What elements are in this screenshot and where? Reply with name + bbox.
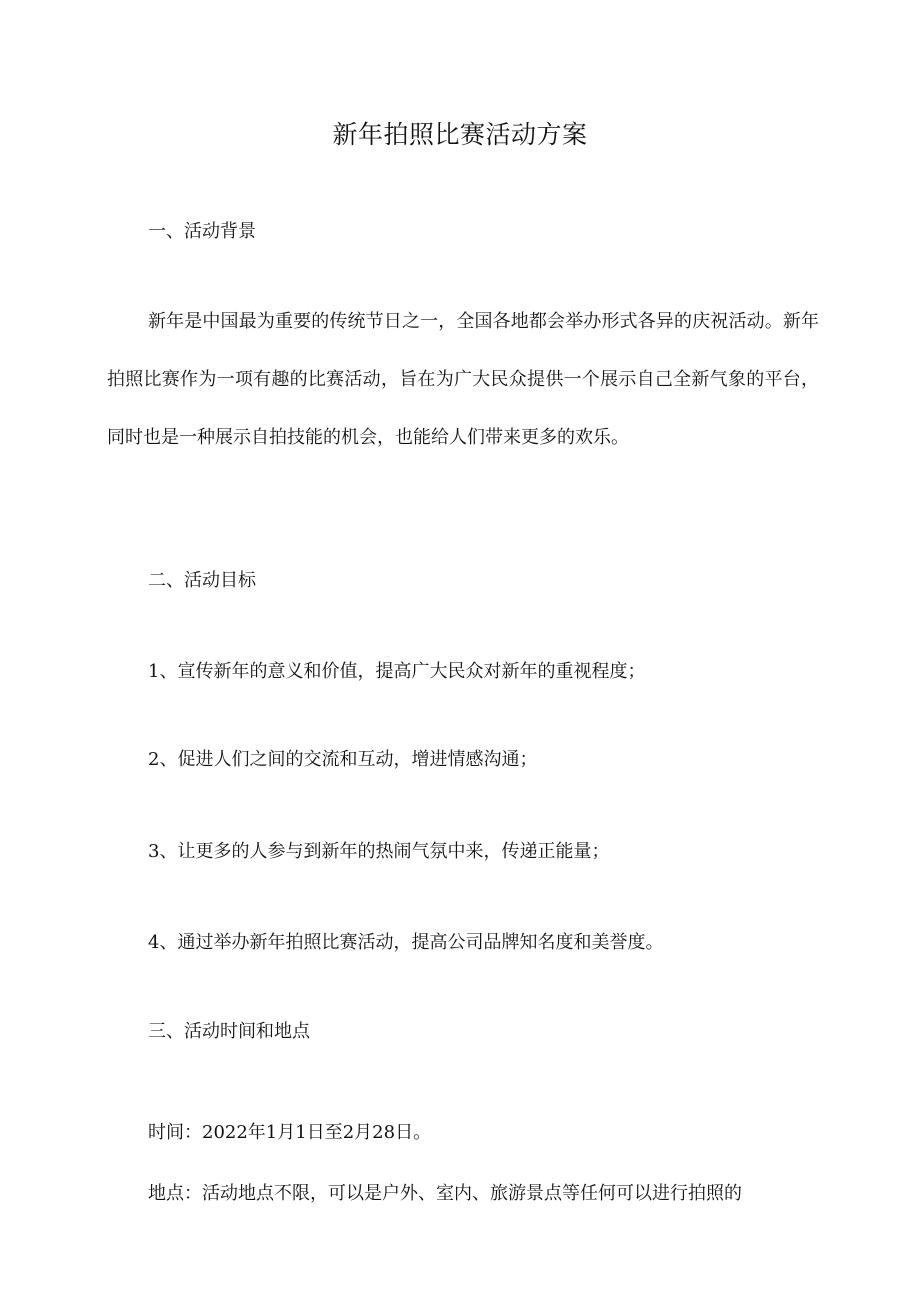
goal-item-3: 3、让更多的人参与到新年的热闹气氛中来，传递正能量； [148, 841, 610, 862]
event-place: 地点：活动地点不限，可以是户外、室内、旅游景点等任何可以进行拍照的 [148, 1183, 742, 1204]
document-title: 新年拍照比赛活动方案 [332, 120, 588, 149]
background-paragraph: 新年是中国最为重要的传统节日之一，全国各地都会举办形式各异的庆祝活动。新年拍照比赛作为一项有趣的比赛活动，旨在为广大民众提供一个展示自己全新气象的平台，同时也是一种展示自拍技能的机会，也能给人们带来更多的欢乐。 [107, 311, 819, 448]
section-heading-goals: 二、活动目标 [148, 570, 256, 591]
section-heading-time-place: 三、活动时间和地点 [148, 1021, 310, 1042]
goal-item-2: 2、促进人们之间的交流和互动，增进情感沟通； [148, 749, 538, 770]
section-heading-background: 一、活动背景 [148, 221, 256, 242]
goal-item-4: 4、通过举办新年拍照比赛活动，提高公司品牌知名度和美誉度。 [148, 932, 664, 953]
event-time: 时间：2022年1月1日至2月28日。 [148, 1122, 432, 1143]
goal-item-1: 1、宣传新年的意义和价值，提高广大民众对新年的重视程度； [148, 661, 646, 682]
